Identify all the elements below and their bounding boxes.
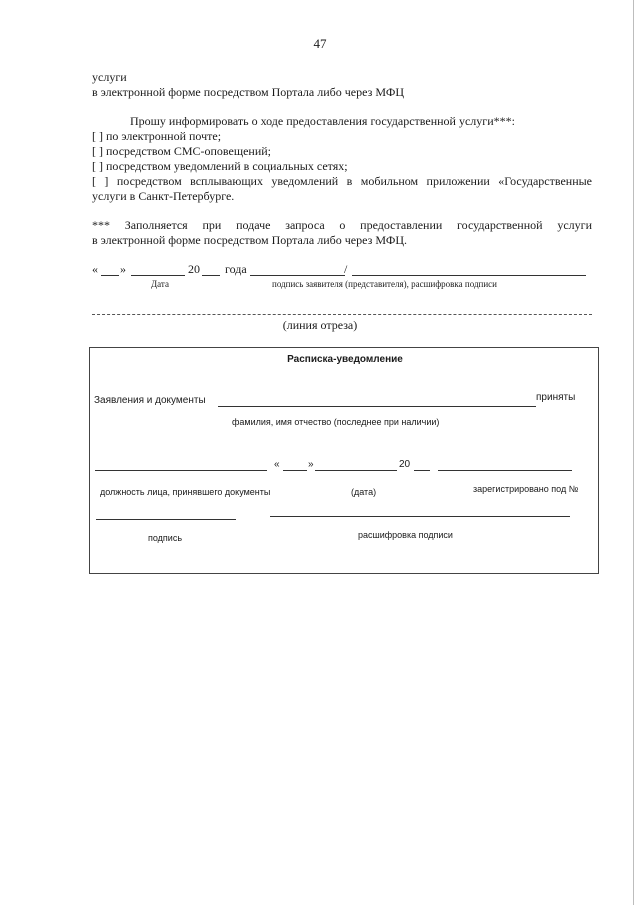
day-field[interactable] (101, 275, 119, 276)
position-field[interactable] (95, 470, 267, 471)
notify-option-mobile-line-2: услуги в Санкт-Петербурге. (92, 189, 235, 203)
accepted-label: приняты (536, 392, 576, 403)
notify-option-mobile-app[interactable] (92, 174, 592, 204)
cut-line (92, 314, 592, 315)
footnote-line-2: в электронной форме посредством Портала либо через МФЦ. (92, 233, 407, 247)
year-field[interactable] (202, 275, 220, 276)
fio-caption: фамилия, имя отчество (последнее при наличии) (232, 417, 440, 427)
receipt-year-prefix: 20 (399, 459, 411, 470)
receipt-day-field[interactable] (283, 470, 307, 471)
notify-option-email[interactable]: [ ] по электронной почте; (92, 129, 222, 143)
applicant-name-field[interactable] (218, 406, 536, 407)
notify-option-sms[interactable]: [ ] посредством СМС-оповещений; (92, 144, 272, 158)
year-word: года (225, 262, 247, 276)
notify-option-mobile-line-1: [ ] посредством всплывающих уведомлений в мобильном приложении «Государственные (92, 174, 592, 188)
date-quote-open: « (92, 262, 98, 276)
notify-heading: Прошу информировать о ходе предоставления государственной услуги***: (130, 114, 515, 128)
receipt-date-caption: (дата) (351, 487, 377, 497)
position-caption: должность лица, принявшего документы (100, 487, 271, 497)
intro-line-2: в электронной форме посредством Портала либо через МФЦ (92, 85, 404, 99)
receipt-decoding-field[interactable] (270, 516, 570, 517)
footnote (92, 218, 592, 248)
page-edge (633, 0, 634, 905)
signature-decoding-field[interactable] (352, 275, 586, 276)
registered-caption: зарегистрировано под № (473, 484, 579, 494)
signature-caption: подпись заявителя (представителя), расшифровка подписи (272, 279, 497, 289)
year-prefix: 20 (188, 262, 200, 276)
docs-label: Заявления и документы (94, 395, 206, 406)
receipt-decoding-caption: расшифровка подписи (358, 530, 453, 540)
cut-line-label: (линия отреза) (282, 318, 358, 332)
receipt-month-field[interactable] (315, 470, 397, 471)
receipt-signature-field[interactable] (96, 519, 236, 520)
receipt-box (89, 347, 599, 574)
date-caption: Дата (151, 279, 169, 289)
intro-line-1: услуги (92, 70, 127, 84)
month-field[interactable] (131, 275, 185, 276)
receipt-quote-open: « (274, 459, 280, 470)
footnote-line-1: *** Заполняется при подаче запроса о предоставлении государственной услуги (92, 218, 592, 232)
signature-slash: / (344, 262, 348, 276)
receipt-year-field[interactable] (414, 470, 430, 471)
signature-field[interactable] (250, 275, 345, 276)
date-quote-close: » (120, 262, 126, 276)
receipt-signature-caption: подпись (148, 533, 183, 543)
registration-number-field[interactable] (438, 470, 572, 471)
receipt-quote-close: » (308, 459, 314, 470)
notify-option-social[interactable]: [ ] посредством уведомлений в социальных сетях; (92, 159, 348, 173)
receipt-title: Расписка-уведомление (287, 354, 403, 365)
page-number: 47 (313, 36, 327, 51)
